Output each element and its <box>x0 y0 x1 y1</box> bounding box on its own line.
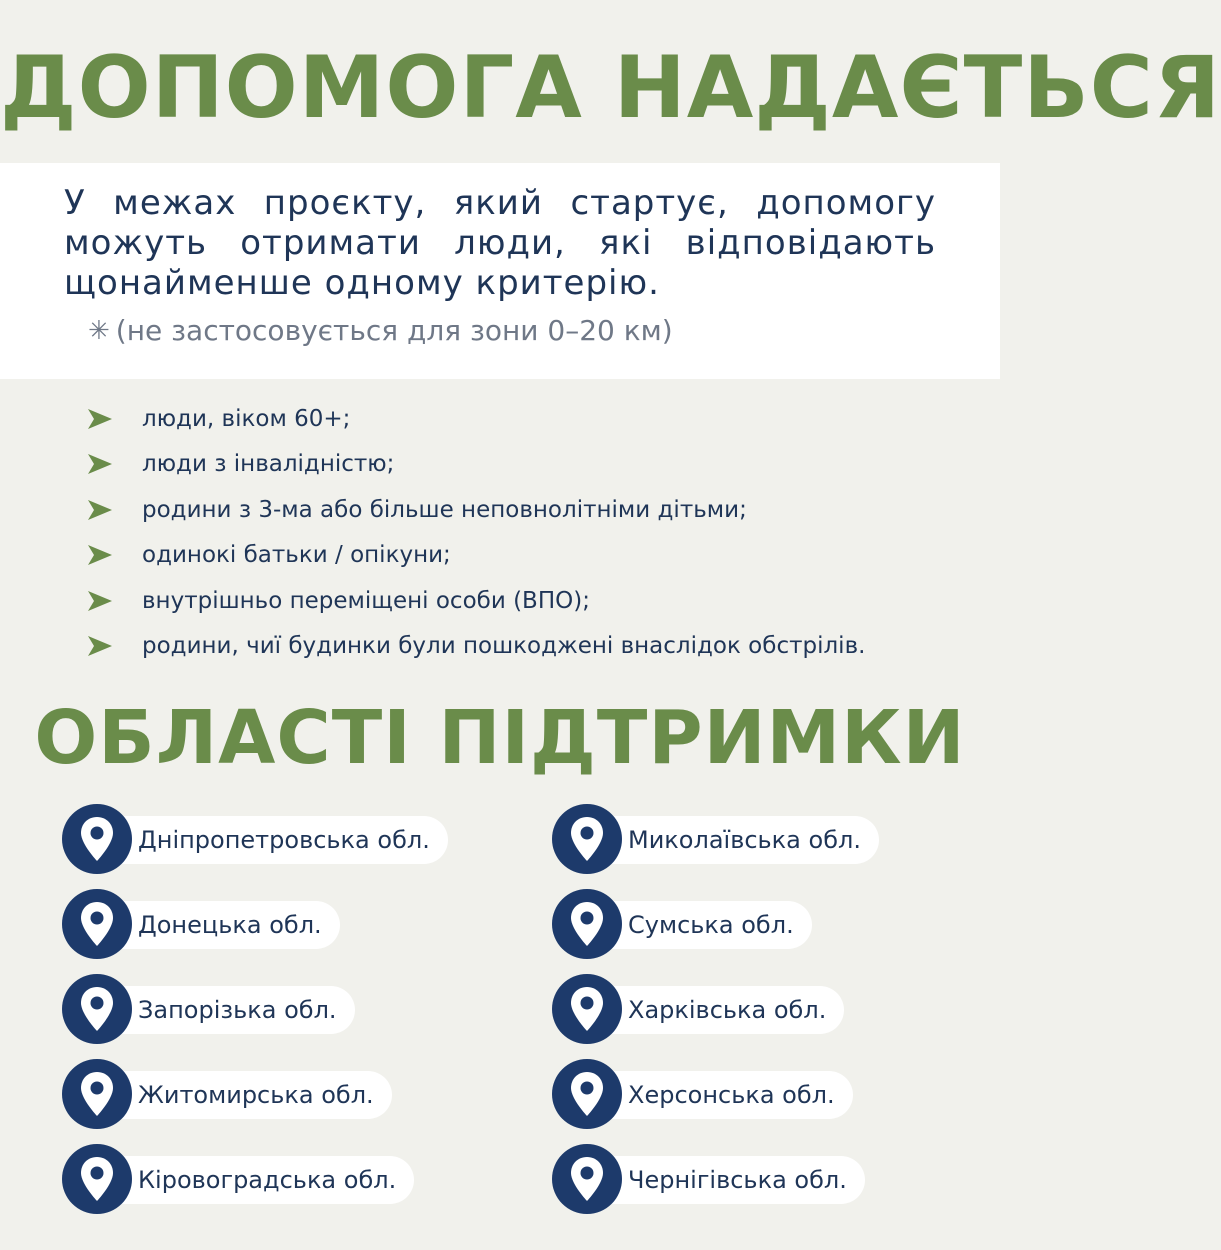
map-pin-icon <box>62 1144 132 1214</box>
region-label: Харківська обл. <box>590 986 844 1034</box>
intro-text: У межах проєкту, який стартує, допомогу можуть отримати люди, які відповідають щонайменше одному критерію. <box>64 183 936 303</box>
arrow-right-icon <box>86 498 114 522</box>
intro-note-text: (не застосовується для зони 0–20 км) <box>115 314 673 347</box>
criterion-text: родини, чиї будинки були пошкоджені внаслідок обстрілів. <box>142 633 866 660</box>
region-label: Херсонська обл. <box>590 1071 853 1119</box>
region-label: Запорізька обл. <box>100 986 355 1034</box>
list-item <box>86 624 865 670</box>
criterion-text: внутрішньо переміщені особи (ВПО); <box>142 587 590 614</box>
arrow-right-icon <box>86 589 114 613</box>
map-pin-icon <box>62 974 132 1044</box>
map-pin-icon <box>62 804 132 874</box>
map-pin-icon <box>552 1059 622 1129</box>
intro-panel <box>0 163 1000 379</box>
regions-title: ОБЛАСТІ ПІДТРИМКИ <box>34 695 966 781</box>
criterion-text: люди, віком 60+; <box>142 405 351 432</box>
asterisk-icon: ✳ <box>88 316 110 346</box>
region-label: Дніпропетровська обл. <box>100 816 448 864</box>
arrow-right-icon <box>86 634 114 658</box>
list-item <box>86 487 865 533</box>
arrow-right-icon <box>86 543 114 567</box>
map-pin-icon <box>552 1144 622 1214</box>
list-item <box>86 442 865 488</box>
region-label: Житомирська обл. <box>100 1071 392 1119</box>
region-label: Чернігівська обл. <box>590 1156 865 1204</box>
criterion-text: одинокі батьки / опікуни; <box>142 542 451 569</box>
criteria-list <box>86 396 865 669</box>
criterion-text: родини з 3-ма або більше неповнолітніми дітьми; <box>142 496 747 523</box>
criterion-text: люди з інвалідністю; <box>142 451 395 478</box>
map-pin-icon <box>62 889 132 959</box>
region-label: Кіровоградська обл. <box>100 1156 414 1204</box>
arrow-right-icon <box>86 407 114 431</box>
map-pin-icon <box>552 889 622 959</box>
region-label: Сумська обл. <box>590 901 812 949</box>
region-label: Миколаївська обл. <box>590 816 879 864</box>
map-pin-icon <box>552 974 622 1044</box>
map-pin-icon <box>62 1059 132 1129</box>
list-item <box>86 578 865 624</box>
list-item <box>86 396 865 442</box>
intro-note <box>88 313 673 349</box>
arrow-right-icon <box>86 452 114 476</box>
list-item <box>86 533 865 579</box>
page-title: ДОПОМОГА НАДАЄТЬСЯ <box>0 38 1221 138</box>
map-pin-icon <box>552 804 622 874</box>
region-label: Донецька обл. <box>100 901 340 949</box>
